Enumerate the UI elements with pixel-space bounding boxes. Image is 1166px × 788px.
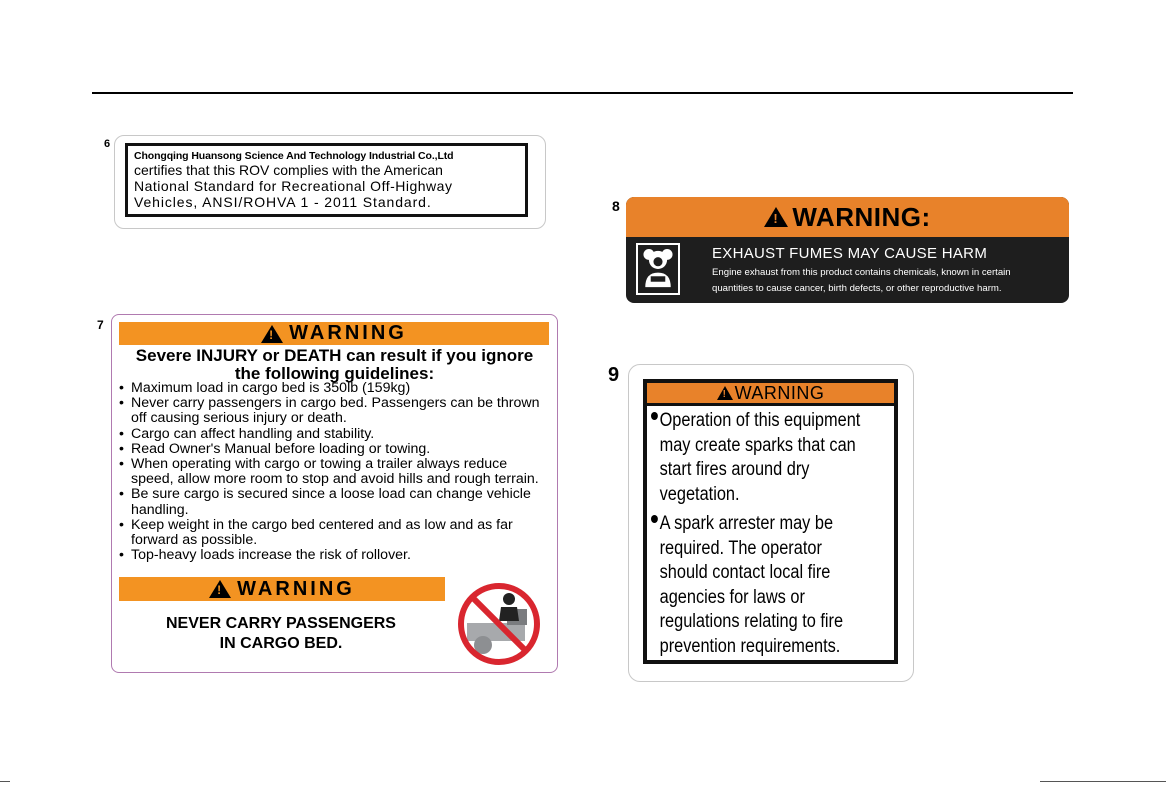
exhaust-body: [712, 265, 1011, 297]
label-7-cargo-warning: [111, 314, 558, 673]
warning-triangle-icon: [261, 325, 283, 343]
company-name: Chongqing Huansong Science And Technology Industrial Co.,Ltd: [134, 150, 454, 162]
warning-banner-top: [119, 322, 549, 345]
spark-paragraph-1: [651, 409, 861, 507]
no-passengers-in-cargo-bed-icon: [453, 581, 545, 667]
warning-heading: WARNING: [289, 322, 407, 344]
certification-box: [125, 143, 528, 217]
para2-line-1: A spark arrester may be: [659, 513, 834, 534]
label-8-exhaust-warning: [626, 197, 1069, 303]
crop-mark: [1040, 781, 1166, 782]
headline-line-1: Severe INJURY or DEATH can result if you ignore: [135, 346, 534, 365]
certification-line-1: certifies that this ROV complies with the American: [134, 162, 443, 178]
warning-banner: [626, 197, 1069, 237]
label-9-spark-warning: [628, 364, 914, 682]
warning-heading: WARNING: [237, 577, 355, 600]
para2-line-4: agencies for laws or: [659, 586, 805, 608]
severe-injury-headline: [112, 347, 557, 383]
spark-warning-box: [643, 379, 898, 664]
bullet-icon: [651, 515, 658, 523]
list-item: • When operating with cargo or towing a trailer always reduce speed, allow more room to stop and avoid hills and rough terrain.: [119, 457, 551, 487]
para1-line-3: start fires around dry: [659, 459, 810, 480]
para2-line-3: should contact local fire: [659, 562, 831, 583]
list-item: • Read Owner's Manual before loading or towing.: [119, 442, 551, 457]
never-line-1: NEVER CARRY PASSENGERS: [166, 615, 396, 632]
header-rule: [92, 92, 1073, 94]
label-number-8: 8: [612, 198, 620, 214]
list-item: • Be sure cargo is secured since a loose load can change vehicle handling.: [119, 487, 551, 517]
list-item: • Cargo can affect handling and stability.: [119, 427, 551, 442]
label-number-7: 7: [97, 318, 104, 332]
certification-line-3: Vehicles, ANSI/ROHVA 1 - 2011 Standard.: [134, 194, 432, 210]
para2-line-2: required. The operator: [659, 537, 822, 559]
never-carry-passengers-text: [126, 614, 436, 654]
exhaust-body-line-2: quantities to cause cancer, birth defects, or other reproductive harm.: [712, 283, 1002, 294]
warning-heading: WARNING: [734, 382, 825, 403]
guidelines-list: [119, 381, 551, 563]
list-item: • Keep weight in the cargo bed centered and as low and as far forward as possible.: [119, 518, 551, 548]
certification-line-2: National Standard for Recreational Off-Highway: [134, 178, 453, 194]
warning-heading: WARNING:: [792, 201, 931, 232]
spark-paragraph-2: [651, 512, 857, 659]
bullet-icon: [651, 412, 658, 420]
label-6-certification: [114, 135, 546, 229]
warning-banner: [647, 383, 894, 406]
para1-line-2: may create sparks that can: [659, 434, 856, 456]
list-item: • Maximum load in cargo bed is 350lb (159kg): [119, 381, 551, 396]
exhaust-fumes-person-icon: [636, 243, 680, 295]
para1-line-4: vegetation.: [659, 483, 740, 505]
warning-triangle-icon: [717, 386, 733, 400]
exhaust-body-line-1: Engine exhaust from this product contains chemicals, known in certain: [712, 267, 1011, 278]
warning-triangle-icon: [209, 580, 231, 598]
para2-line-5: regulations relating to fire: [659, 611, 844, 632]
warning-triangle-icon: [764, 207, 788, 227]
never-line-2: IN CARGO BED.: [219, 635, 343, 652]
para1-line-1: Operation of this equipment: [659, 410, 861, 431]
warning-banner-bottom: [119, 577, 445, 601]
list-item: • Never carry passengers in cargo bed. Passengers can be thrown off causing serious injury or death.: [119, 396, 551, 426]
crop-mark: [0, 781, 10, 782]
exhaust-title: EXHAUST FUMES MAY CAUSE HARM: [712, 245, 988, 262]
label-number-9: 9: [608, 364, 620, 386]
label-number-6: 6: [104, 138, 111, 150]
headline-line-2: the following guidelines:: [234, 364, 435, 383]
list-item: • Top-heavy loads increase the risk of rollover.: [119, 548, 551, 563]
para2-line-6: prevention requirements.: [659, 635, 841, 657]
